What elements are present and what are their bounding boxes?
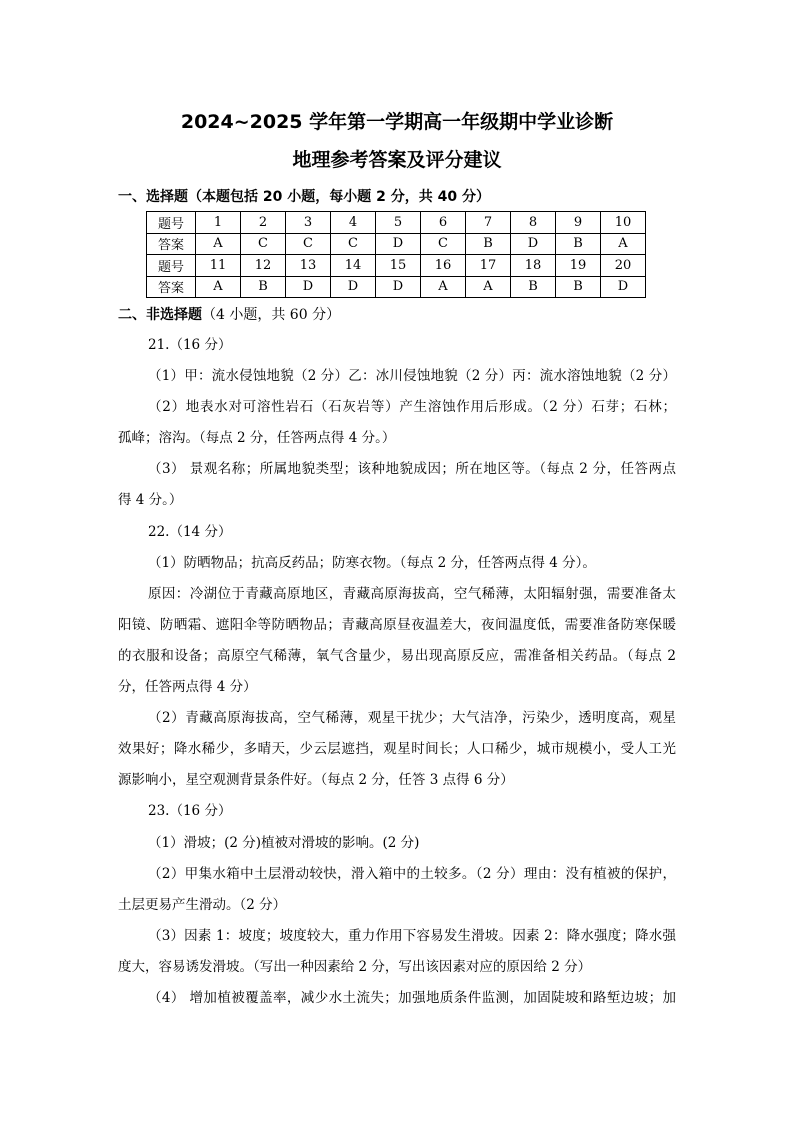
table-cell: D — [331, 276, 376, 298]
row-header-cell: 答案 — [147, 233, 196, 255]
table-row — [147, 255, 646, 277]
table-cell: D — [511, 233, 556, 255]
text-line: 22.（14 分） — [148, 523, 232, 540]
text-line: 的衣服和设备；高原空气稀薄，氧气含量少，易出现高原反应，需准备相关药品。（每点 2 — [118, 647, 676, 664]
table-cell: 17 — [466, 255, 511, 277]
table-cell: 11 — [196, 255, 241, 277]
table-cell: B — [556, 233, 601, 255]
table-cell: D — [376, 276, 421, 298]
table-cell: 19 — [556, 255, 601, 277]
table-cell: 14 — [331, 255, 376, 277]
table-cell: C — [286, 233, 331, 255]
table-cell: 10 — [601, 212, 646, 234]
table-cell: C — [421, 233, 466, 255]
table-cell: 13 — [286, 255, 331, 277]
text-line: （2）甲集水箱中土层滑动较快，滑入箱中的土较多。（2 分）理由：没有植被的保护， — [148, 865, 676, 882]
table-cell: D — [286, 276, 331, 298]
text-line: 21.（16 分） — [148, 337, 232, 353]
text-line: （3） 景观名称；所属地貌类型；该种地貌成因；所在地区等。（每点 2 分，任答两点 — [148, 461, 676, 478]
table-cell: 7 — [466, 212, 511, 234]
answer-body — [118, 330, 676, 1014]
row-header-cell: 答案 — [147, 276, 196, 298]
text-line: 得 4 分。） — [118, 492, 183, 509]
section-2-heading — [118, 304, 340, 324]
text-line: （1）防晒物品；抗高反药品；防寒衣物。（每点 2 分，任答两点得 4 分）。 — [148, 554, 596, 571]
table-row — [147, 233, 646, 255]
table-cell: A — [196, 233, 241, 255]
text-line: 土层更易产生滑动。（2 分） — [118, 896, 287, 913]
document-subtitle: 地理参考答案及评分建议 — [292, 149, 502, 171]
table-cell: 5 — [376, 212, 421, 234]
table-cell: A — [421, 276, 466, 298]
table-cell: 8 — [511, 212, 556, 234]
table-cell: A — [466, 276, 511, 298]
text-line: （1）甲：流水侵蚀地貌（2 分）乙：冰川侵蚀地貌（2 分）丙：流水溶蚀地貌（2 分） — [148, 368, 676, 385]
text-line: （1）滑坡；(2 分)植被对滑坡的影响。(2 分) — [148, 834, 420, 851]
table-cell: 2 — [241, 212, 286, 234]
table-cell: 18 — [511, 255, 556, 277]
table-cell: B — [556, 276, 601, 298]
answer-table — [146, 211, 646, 298]
table-cell: 3 — [286, 212, 331, 234]
table-cell: C — [331, 233, 376, 255]
table-row — [147, 212, 646, 234]
table-cell: 12 — [241, 255, 286, 277]
text-line: （2）地表水对可溶性岩石（石灰岩等）产生溶蚀作用后形成。（2 分）石芽；石林； — [148, 399, 676, 416]
table-cell: 1 — [196, 212, 241, 234]
text-line: 阳镜、防晒霜、遮阳伞等防晒物品；青藏高原昼夜温差大，夜间温度低，需要准备防寒保暖 — [118, 616, 676, 633]
table-cell: 9 — [556, 212, 601, 234]
table-cell: 6 — [421, 212, 466, 234]
table-cell: 16 — [421, 255, 466, 277]
section-2-label: 二、非选择题 — [118, 307, 202, 323]
text-line: 23.（16 分） — [148, 803, 232, 820]
text-line: 源影响小，星空观测背景条件好。（每点 2 分，任答 3 点得 6 分） — [118, 772, 514, 789]
table-cell: B — [511, 276, 556, 298]
table-cell: B — [466, 233, 511, 255]
table-cell: D — [601, 276, 646, 298]
table-cell: 15 — [376, 255, 421, 277]
section-1-heading: 一、选择题（本题包括 20 小题，每小题 2 分，共 40 分） — [118, 189, 490, 205]
document-title: 2024~2025 学年第一学期高一年级期中学业诊断 — [180, 111, 614, 133]
table-row — [147, 276, 646, 298]
text-line: 原因：冷湖位于青藏高原地区，青藏高原海拔高，空气稀薄，太阳辐射强，需要准备太 — [148, 585, 676, 602]
text-line: 度大，容易诱发滑坡。（写出一种因素给 2 分，写出该因素对应的原因给 2 分） — [118, 958, 592, 975]
text-line: （3）因素 1：坡度；坡度较大，重力作用下容易发生滑坡。因素 2：降水强度；降水强 — [148, 927, 676, 944]
table-cell: C — [241, 233, 286, 255]
text-line: （4） 增加植被覆盖率，减少水土流失；加强地质条件监测，加固陡坡和路堑边坡；加 — [148, 989, 676, 1006]
text-line: 孤峰；溶沟。（每点 2 分，任答两点得 4 分。） — [118, 430, 396, 447]
text-line: 分，任答两点得 4 分） — [118, 679, 257, 696]
table-cell: A — [196, 276, 241, 298]
row-header-cell: 题号 — [147, 212, 196, 234]
section-2-note: （4 小题，共 60 分） — [202, 307, 341, 323]
table-cell: A — [601, 233, 646, 255]
text-line: 效果好；降水稀少，多晴天，少云层遮挡，观星时间长；人口稀少，城市规模小，受人工光 — [118, 741, 676, 758]
row-header-cell: 题号 — [147, 255, 196, 277]
table-cell: B — [241, 276, 286, 298]
table-cell: 20 — [601, 255, 646, 277]
text-line: （2）青藏高原海拔高，空气稀薄，观星干扰少；大气洁净，污染少，透明度高，观星 — [148, 710, 676, 727]
table-cell: 4 — [331, 212, 376, 234]
table-cell: D — [376, 233, 421, 255]
